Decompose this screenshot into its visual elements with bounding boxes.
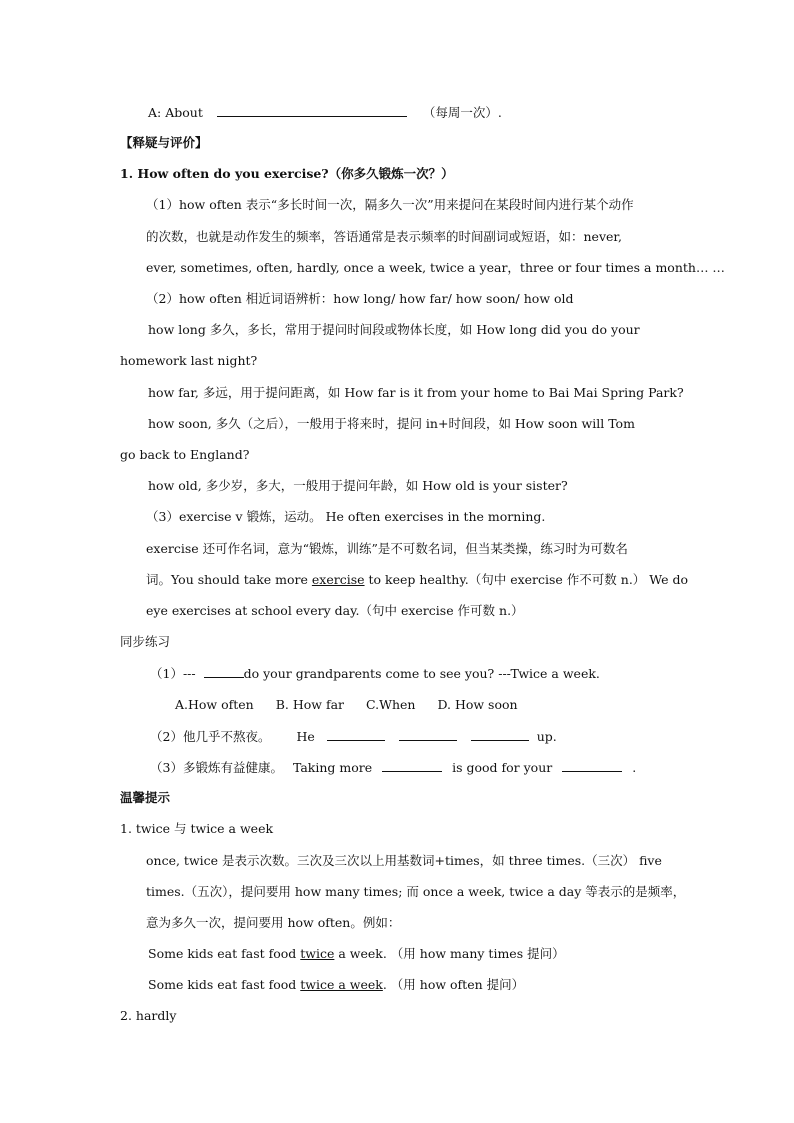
tips-1-title: 1. twice 与 twice a week	[120, 821, 274, 836]
how-soon-line2: go back to England?	[120, 447, 250, 462]
tips-2-title: 2. hardly	[120, 1008, 177, 1023]
q3-end: .	[632, 760, 637, 775]
example-2-underlined: twice a week	[300, 977, 383, 992]
exercise-underlined: exercise	[311, 572, 365, 587]
exercise-noun-text: 词。You should take more	[146, 572, 312, 587]
how-old-line: how old, 多少岁，多大，一般用于提问年龄，如 How old is your sister?	[148, 478, 568, 493]
answer-line	[148, 103, 502, 122]
exercise-noun-line3: eye exercises at school every day.（句中 exercise 作可数 n.）	[146, 603, 524, 618]
q1-option-a[interactable]: A.How often	[175, 697, 254, 712]
exercise-noun-line1: exercise 还可作名词，意为“锻炼，训练”是不可数名词，但当某类操，练习时为可数名	[146, 541, 628, 556]
q3-taking: Taking more	[292, 760, 373, 775]
exercise-noun-text-after: to keep healthy.（句中 exercise 作不可数 n.） We do	[364, 572, 688, 587]
q1-blank[interactable]	[204, 664, 244, 678]
answer-suffix: （每周一次）.	[422, 105, 502, 120]
tips-1-line2: times.（五次），提问要用 how many times; 而 once a week, twice a day 等表示的是频率，	[146, 884, 686, 899]
q3-blank-1[interactable]	[382, 758, 442, 772]
practice-q1	[150, 664, 600, 683]
q3-blank-2[interactable]	[562, 758, 622, 772]
point1-title: 1. How often do you exercise?（你多久锻炼一次？）	[120, 166, 454, 181]
q1-option-b[interactable]: B. How far	[275, 697, 345, 712]
point1-n2-title: （2）how often 相近词语辨析：how long/ how far/ how soon/ how old	[146, 291, 574, 306]
tips-1-line1: once, twice 是表示次数。三次及三次以上用基数词+times，如 three times.（三次） five	[146, 853, 662, 868]
q2-blank-3[interactable]	[471, 727, 529, 741]
how-long-line1: how long 多久，多长，常用于提问时间段或物体长度，如 How long did you do your	[148, 322, 640, 337]
q3-mid: is good for your	[452, 760, 553, 775]
q1-option-d[interactable]: D. How soon	[437, 697, 518, 712]
q2-prefix: （2）他几乎不熬夜。	[150, 729, 271, 744]
point1-n1-line2: 的次数，也就是动作发生的频率，答语通常是表示频率的时间副词或短语，如：never,	[146, 229, 622, 244]
q1-options	[175, 696, 518, 714]
tips-1-line3: 意为多久一次，提问要用 how often。例如：	[146, 915, 401, 930]
practice-title: 同步练习	[120, 634, 171, 649]
example-2-before: Some kids eat fast food	[148, 977, 301, 992]
practice-q2	[150, 727, 557, 746]
example-1-after: a week. （用 how many times 提问）	[334, 946, 565, 961]
section-title: 【释疑与评价】	[120, 135, 208, 150]
example-1-underlined: twice	[300, 946, 335, 961]
q3-prefix: （3）多锻炼有益健康。	[150, 760, 283, 775]
how-long-line2: homework last night?	[120, 353, 258, 368]
example-1-before: Some kids eat fast food	[148, 946, 301, 961]
tips-example-2	[148, 976, 524, 994]
q2-suffix: up.	[536, 729, 557, 744]
q2-he: He	[296, 729, 315, 744]
example-2-after: . （用 how often 提问）	[382, 977, 525, 992]
exercise-noun-line2	[146, 571, 688, 589]
how-soon-line1: how soon, 多久（之后），一般用于将来时，提问 in+时间段，如 How soon will Tom	[148, 416, 635, 431]
tips-title: 温馨提示	[120, 790, 171, 805]
q2-blank-1[interactable]	[327, 727, 385, 741]
answer-prefix: A: About	[148, 105, 203, 120]
point1-n3: （3）exercise v 锻炼，运动。 He often exercises in the morning.	[146, 509, 546, 524]
how-far-line: how far, 多远，用于提问距离，如 How far is it from your home to Bai Mai Spring Park?	[148, 385, 684, 400]
q2-blank-2[interactable]	[399, 727, 457, 741]
point1-n1-line3: ever, sometimes, often, hardly, once a week, twice a year，three or four times a month… …	[146, 260, 725, 275]
q1-option-c[interactable]: C.When	[366, 697, 416, 712]
q1-text: do your grandparents come to see you? ---Twice a week.	[243, 666, 600, 681]
q1-number: （1）---	[150, 666, 196, 681]
point1-n1-line1: （1）how often 表示“多长时间一次，隔多久一次”用来提问在某段时间内进行某个动作	[146, 197, 634, 212]
tips-example-1	[148, 945, 565, 963]
practice-q3	[150, 758, 636, 777]
answer-blank[interactable]	[217, 103, 407, 117]
